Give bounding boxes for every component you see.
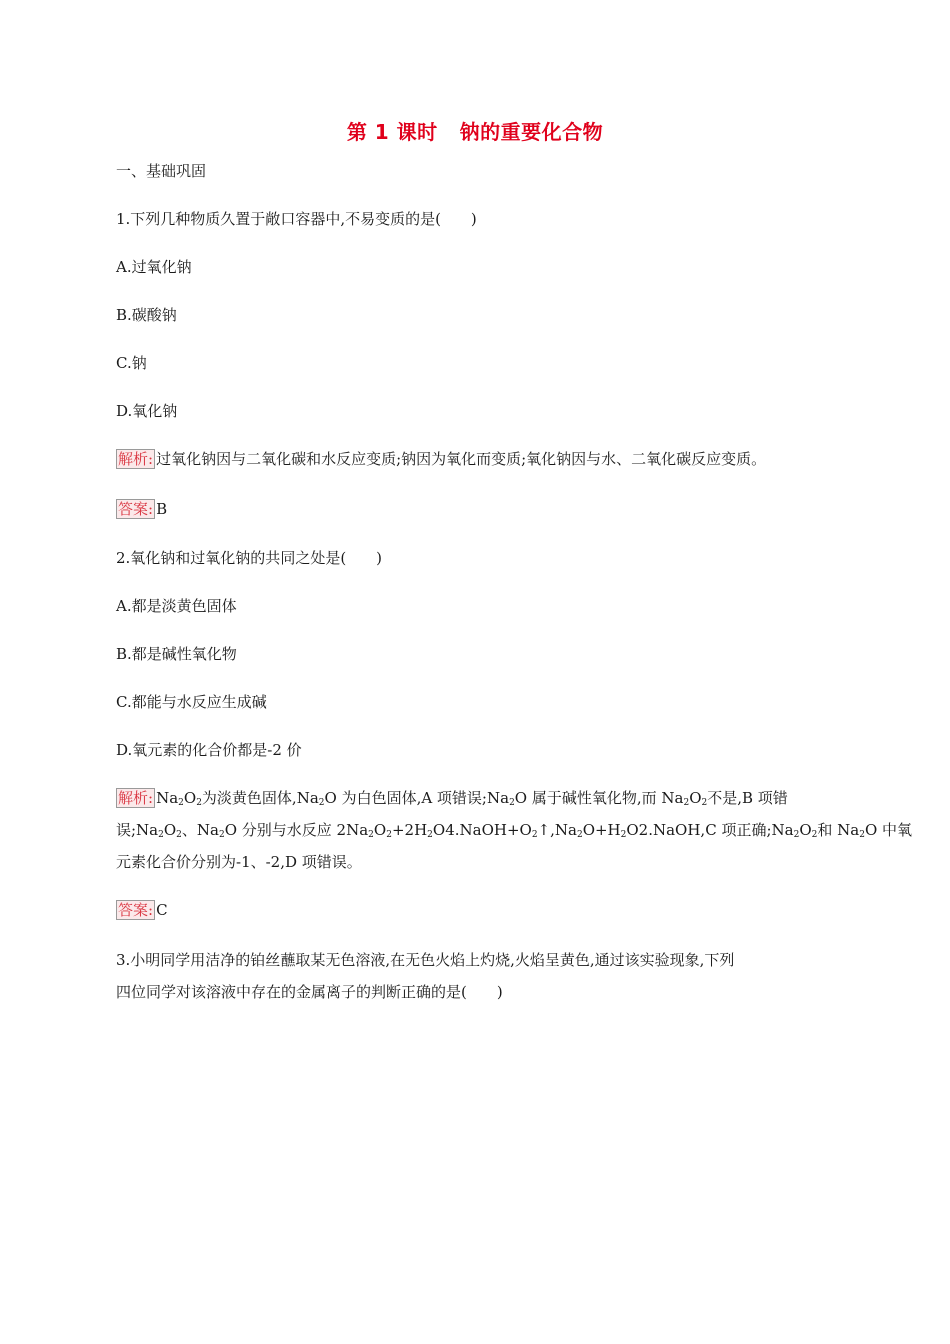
q2-option-c: C.都能与水反应生成碱 xyxy=(116,693,267,711)
answer-label: 答案: xyxy=(118,500,154,518)
q2-answer-value: C xyxy=(156,901,168,919)
q2-option-a: A.都是淡黄色固体 xyxy=(116,597,237,615)
answer-label: 答案: xyxy=(118,901,154,919)
q2-stem: 2.氧化钠和过氧化钠的共同之处是( ) xyxy=(116,549,383,567)
q1-option-b: B.碳酸钠 xyxy=(116,306,177,324)
q2-option-d: D.氧元素的化合价都是-2 价 xyxy=(116,741,302,759)
q2-analysis-line-2: 误$;Na_2O_2$、$Na_2O$ 分别与水反应 $2Na_2O_2+2H_2O4.NaOH+O_2↑,Na_2O+H_2O2.NaOH,C$ 项正确$;Na_2O_2$和 $Na_2O$ 中氧 xyxy=(116,821,913,840)
q1-analysis-text: 过氧化钠因与二氧化碳和水反应变质;钠因为氧化而变质;氧化钠因与水、二氧化碳反应变质。 xyxy=(156,450,767,468)
section-heading: 一、基础巩固 xyxy=(116,162,207,180)
q1-answer xyxy=(116,499,167,519)
q1-option-d: D.氧化钠 xyxy=(116,402,178,420)
q1-analysis xyxy=(116,449,766,469)
analysis-label: 解析: xyxy=(118,450,154,468)
q1-option-c: C.钠 xyxy=(116,354,147,372)
title-topic: 钠的重要化合物 xyxy=(459,120,604,144)
q1-stem: 1.下列几种物质久置于敞口容器中,不易变质的是( ) xyxy=(116,210,477,228)
q1-answer-value: B xyxy=(156,500,168,518)
q2-analysis-line-1: 解析: $Na_2O_2$为淡黄色固体$,Na_2O$ 为白色固体,A 项错误$;Na_2O$ 属于碱性氧化物,而 $Na_2O_2$不是,B 项错 xyxy=(118,789,788,808)
analysis-label: 解析: xyxy=(118,789,154,807)
page-title xyxy=(0,116,950,145)
title-lesson: 第 1 课时 xyxy=(346,120,438,144)
q2-answer xyxy=(116,900,168,920)
q1-option-a: A.过氧化钠 xyxy=(116,258,192,276)
q3-stem-line-1: 3.小明同学用洁净的铂丝蘸取某无色溶液,在无色火焰上灼烧,火焰呈黄色,通过该实验现象,下列 xyxy=(116,951,735,969)
q2-analysis-line-3: 元素化合价分别为-1、-2,D 项错误。 xyxy=(116,853,362,871)
q2-option-b: B.都是碱性氧化物 xyxy=(116,645,237,663)
q3-stem-line-2: 四位同学对该溶液中存在的金属离子的判断正确的是( ) xyxy=(116,983,503,1001)
